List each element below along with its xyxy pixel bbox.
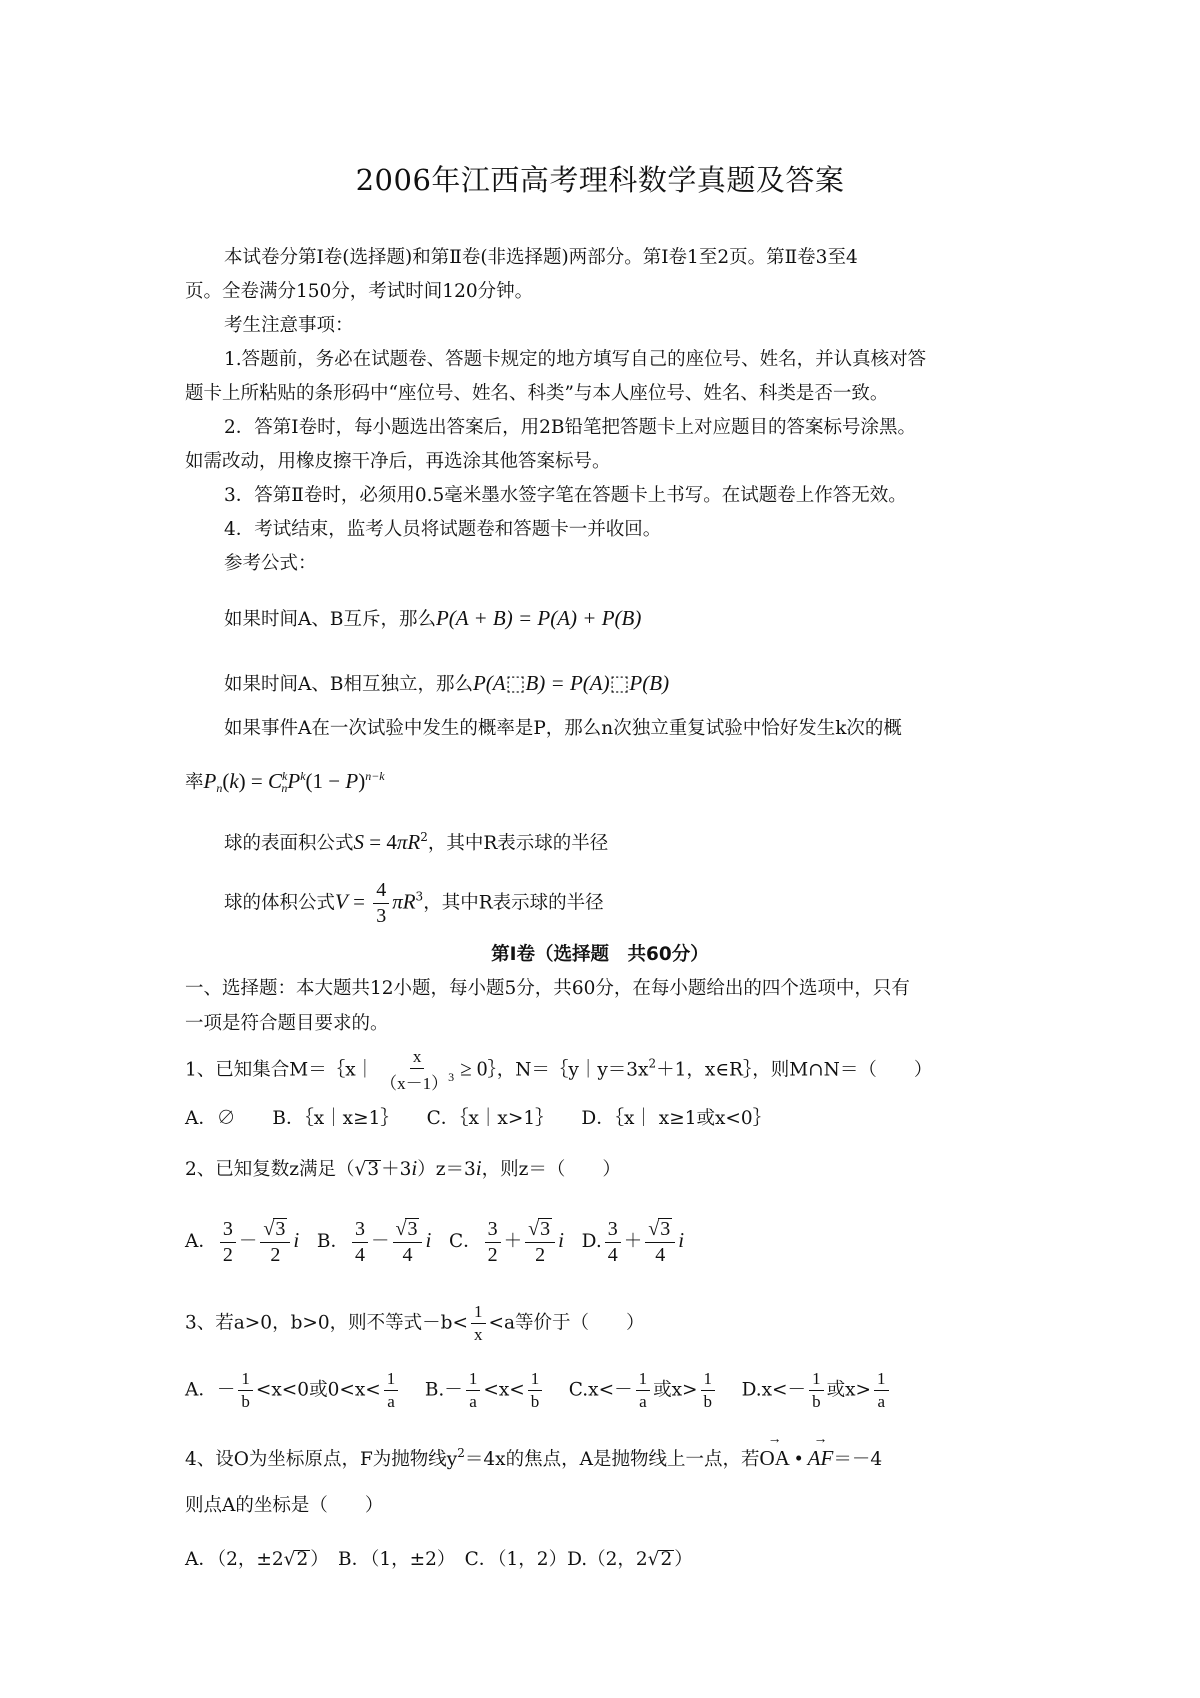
formula-mutually-exclusive — [224, 608, 641, 630]
notice-item-2-line-1: 2．答第Ⅰ卷时，每小题选出答案后，用2B铅笔把答题卡上对应题目的答案标号涂黑。 — [224, 417, 916, 438]
formula-3-text: 率 — [185, 772, 204, 793]
notice-item-1-line-2: 题卡上所粘贴的条形码中“座位号、姓名、科类”与本人座位号、姓名、科类是否一致。 — [185, 383, 889, 404]
question-4-stem-line-2: 则点A的坐标是（ ） — [185, 1495, 384, 1516]
question-2-options: A． $\frac{3}{2}$ － $\frac{√3}{2}$ i B． $\frac{3}{4}$ － $\frac{√3}{4}$ i C． $\frac{3}{2}$ ＋ $\frac{√3}{2}$ i D. $\frac{3}{4}$ ＋ $\frac{√3}{4}$ i — [185, 1217, 685, 1266]
section-description-line-2: 一项是符合题目要求的。 — [185, 1013, 389, 1034]
formula-sphere-volume: 球的体积公式V = $\frac{4}{3}$ $\pi R^3$，其中R表示球的半径 — [224, 879, 604, 927]
notice-item-3: 3．答第Ⅱ卷时，必须用0.5毫米墨水签字笔在答题卡上书写。在试题卷上作答无效。 — [224, 485, 907, 506]
formula-1-text: 如果时间A、B互斥，那么 — [224, 609, 436, 630]
q1-fraction: $\frac{x}{(x-1)^3}$ — [380, 1047, 455, 1093]
section-description-line-1: 一、选择题：本大题共12小题，每小题5分，共60分，在每小题给出的四个选项中，只有 — [185, 978, 910, 999]
formula-2-math: P(A⬚B) = P(A)⬚P(B) — [472, 671, 670, 695]
question-1-options: A．∅ B．｛x｜x≥1｝ C．｛x｜x>1｝ D．｛x｜ x≥1或x<0｝ — [185, 1108, 772, 1129]
notice-item-1-line-1: 1.答题前，务必在试题卷、答题卡规定的地方填写自己的座位号、姓名，并认真核对答 — [224, 349, 927, 370]
question-2-stem: 2、已知复数z满足（√3 ＋3i）z＝3i，则z＝（ ） — [185, 1156, 621, 1180]
intro-paragraph-line-2: 页。全卷满分150分，考试时间120分钟。 — [185, 281, 534, 302]
notice-heading: 考生注意事项： — [224, 315, 354, 336]
formula-5-tail: ，其中R表示球的半径 — [423, 892, 604, 914]
formula-4-text: 球的表面积公式 — [224, 833, 354, 854]
formula-binomial-line-2: 率$P_n(k) = C^k_nP^k(1 - P)^{n-k}$ — [185, 769, 385, 795]
formula-4-tail: ，其中R表示球的半径 — [427, 833, 609, 854]
question-4-options: A．（2，±2√2 ） B．（1，±2） C．（1，2）D.（2，2√2 ） — [185, 1549, 693, 1570]
question-4-stem: 4、设O为坐标原点，F为抛物线$y^2=4x$的焦点，A是抛物线上一点，若→ OA • → AF＝－4 — [185, 1447, 882, 1470]
formula-sphere-area: 球的表面积公式$S = 4\pi R^2$，其中R表示球的半径 — [224, 830, 609, 854]
formula-binomial-line-1: 如果事件A在一次试验中发生的概率是P，那么n次独立重复试验中恰好发生k次的概 — [224, 718, 902, 739]
formula-independent — [224, 673, 669, 695]
question-3-stem: 3、若a>0，b>0，则不等式－b< $\frac{1}{x}$ <a等价于（ ） — [185, 1302, 645, 1344]
vector-oa: → OA — [759, 1448, 789, 1469]
notice-item-4: 4．考试结束，监考人员将试题卷和答题卡一并收回。 — [224, 519, 662, 540]
question-1-stem: 1、已知集合M＝｛x｜ $\frac{x}{(x-1)^3}$ ≥ 0｝，$N=\{y|y=3x^2+1$，x∈R｝，则M∩N＝（ ） — [185, 1047, 933, 1093]
formula-heading: 参考公式： — [224, 553, 317, 574]
vector-af: → AF — [808, 1448, 834, 1469]
section-heading: 第Ⅰ卷（选择题 共60分） — [491, 944, 709, 965]
formula-5-text: 球的体积公式 — [224, 892, 336, 914]
question-3-options: A．－ $\frac{1}{b}$ <x<0或0<x< $\frac{1}{a}$ B.－ $\frac{1}{a}$ <x< $\frac{1}{b}$ C.x<－ $\frac{1}{a}$ 或x> $\frac{1}{b}$ D.x<－ $\frac{1}{b}$ 或x> $\frac{1}{a}$ — [185, 1370, 892, 1411]
formula-2-text: 如果时间A、B相互独立，那么 — [224, 674, 473, 695]
page-title: 2006年江西高考理科数学真题及答案 — [355, 163, 845, 197]
formula-3-math: $P_n$ — [203, 769, 223, 795]
notice-item-2-line-2: 如需改动，用橡皮擦干净后，再选涂其他答案标号。 — [185, 451, 611, 472]
intro-paragraph-line-1: 本试卷分第Ⅰ卷(选择题)和第Ⅱ卷(非选择题)两部分。第Ⅰ卷1至2页。第Ⅱ卷3至4 — [224, 247, 858, 268]
formula-1-math: P(A + B) = P(A) + P(B) — [435, 606, 642, 630]
